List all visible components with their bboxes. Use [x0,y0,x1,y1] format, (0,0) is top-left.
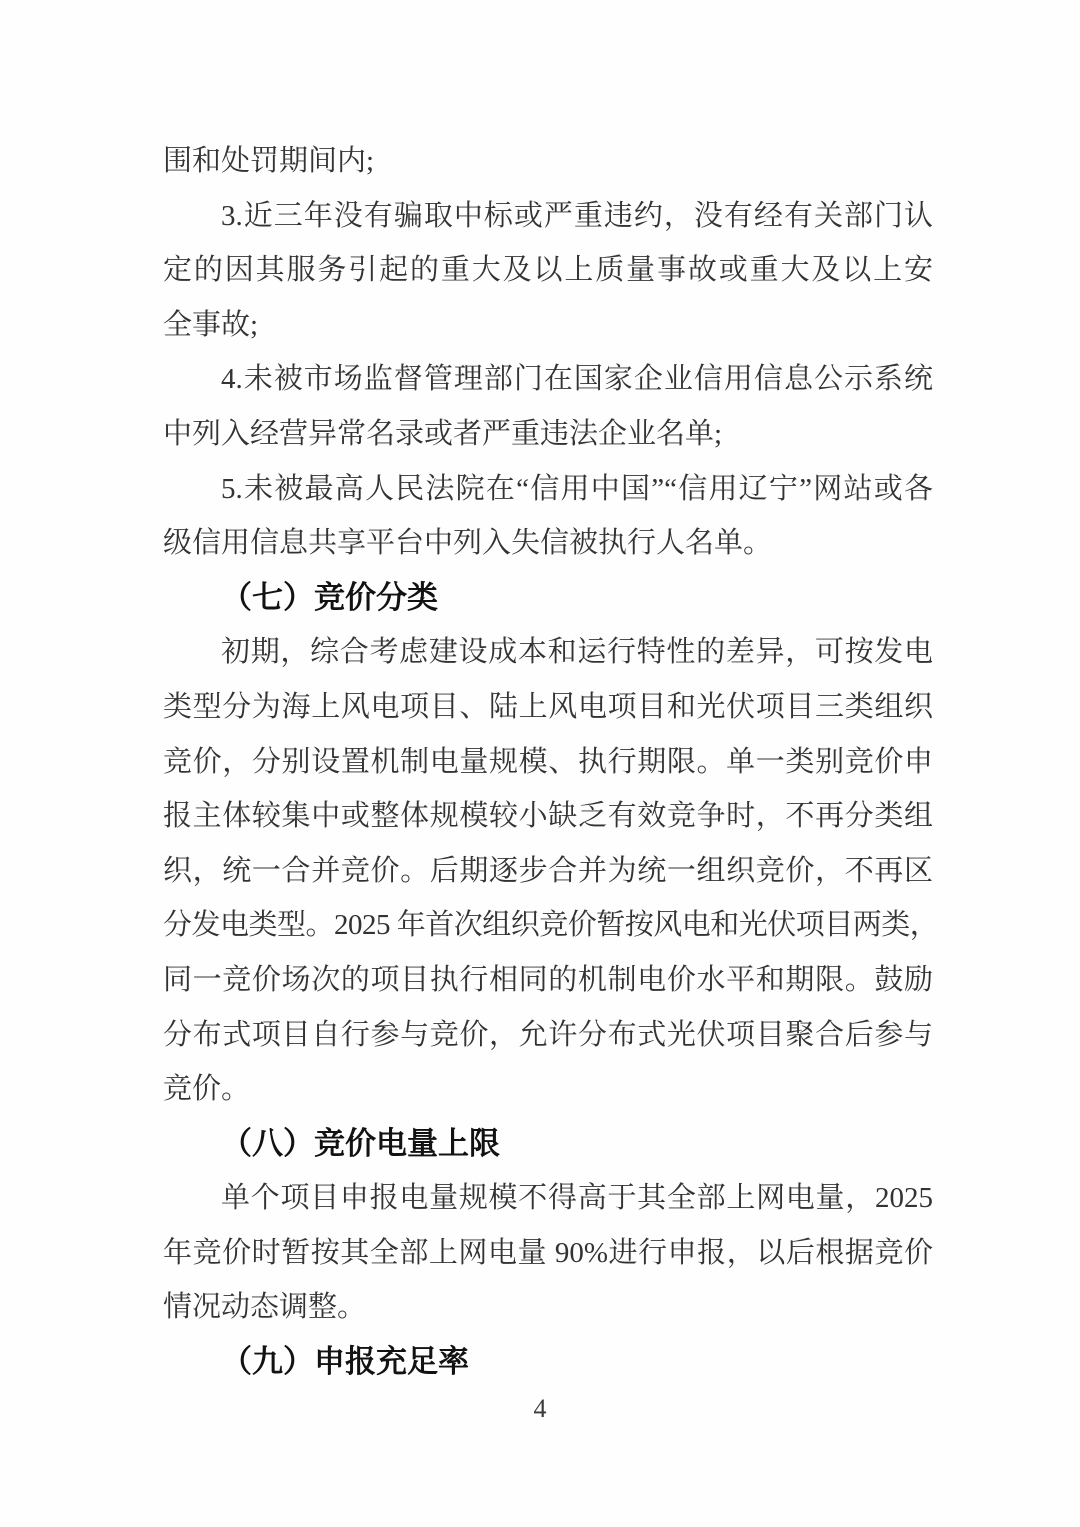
text-line: 级信用信息共享平台中列入失信被执行人名单。 [163,527,773,560]
text-line: 全事故; [163,308,259,341]
text-line: 织，统一合并竞价。后期逐步合并为统一组织竞价，不再区 [163,854,933,887]
text-line: 竞价。 [163,1073,251,1106]
text-line: 4.未被市场监督管理部门在国家企业信用信息公示系统 [221,363,933,396]
text-line: 围和处罚期间内; [163,145,375,177]
section-heading: （七）竞价分类 [221,579,438,615]
section-heading: （九）申报充足率 [221,1344,469,1380]
page-number: 4 [533,1394,547,1423]
text-line: 3.近三年没有骗取中标或严重违约，没有经有关部门认 [221,199,933,232]
text-line: 5.未被最高人民法院在“信用中国”“信用辽宁”网站或各 [221,472,933,505]
text-line: 分发电类型。2025 年首次组织竞价暂按风电和光伏项目两类， [163,909,939,942]
text-line: 分布式项目自行参与竞价，允许分布式光伏项目聚合后参与 [163,1018,933,1051]
document-body-text [163,134,939,1390]
text-line: 单个项目申报电量规模不得高于其全部上网电量，2025 [221,1182,933,1215]
text-line: 中列入经营异常名录或者严重违法企业名单; [163,417,723,450]
text-line: 情况动态调整。 [163,1291,367,1324]
text-line: 竞价，分别设置机制电量规模、执行期限。单一类别竞价申 [163,745,933,778]
text-line: 类型分为海上风电项目、陆上风电项目和光伏项目三类组织 [163,690,933,723]
text-line: 定的因其服务引起的重大及以上质量事故或重大及以上安 [163,254,933,287]
text-line: 年竞价时暂按其全部上网电量 90%进行申报，以后根据竞价 [163,1236,933,1269]
text-line: 初期，综合考虑建设成本和运行特性的差异，可按发电 [221,636,933,669]
section-heading: （八）竞价电量上限 [221,1125,500,1161]
text-line: 同一竞价场次的项目执行相同的机制电价水平和期限。鼓励 [163,963,933,996]
text-line: 报主体较集中或整体规模较小缺乏有效竞争时，不再分类组 [163,800,933,833]
